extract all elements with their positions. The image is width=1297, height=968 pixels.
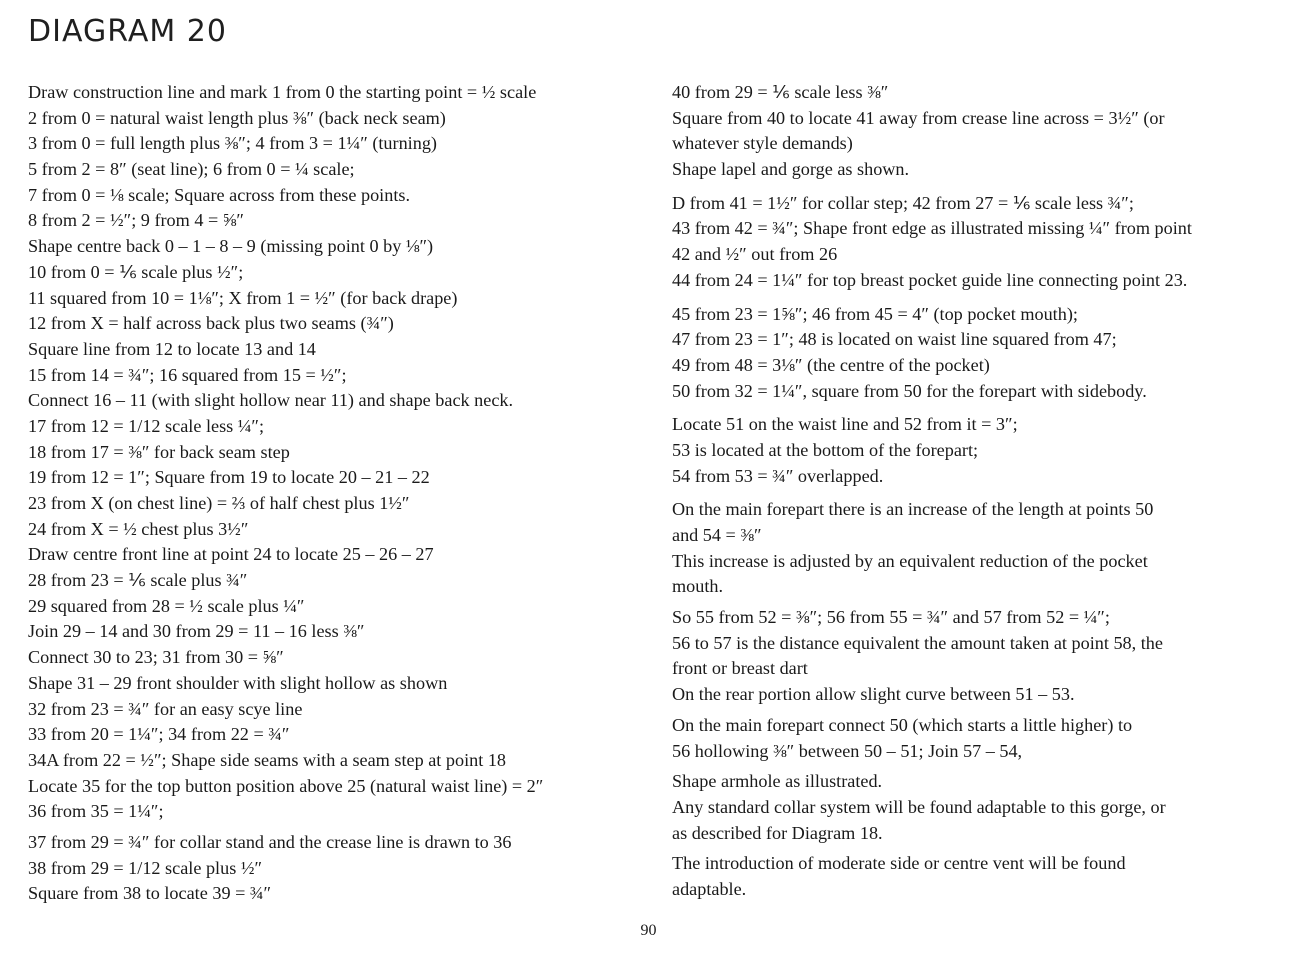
text-line: 15 from 14 = ¾″; 16 squared from 15 = ½″; bbox=[28, 364, 347, 385]
text-line: Connect 16 – 11 (with slight hollow near 11) and shape back neck. bbox=[28, 390, 514, 411]
text-line: On the main forepart connect 50 (which starts a little higher) to bbox=[672, 714, 1133, 735]
text-line: as described for Diagram 18. bbox=[672, 822, 883, 843]
text-line: Connect 30 to 23; 31 from 30 = ⅝″ bbox=[28, 647, 284, 668]
text-line: Shape 31 – 29 front shoulder with slight hollow as shown bbox=[28, 672, 448, 693]
text-line: Draw construction line and mark 1 from 0 the starting point = ½ scale bbox=[28, 82, 537, 102]
text-line: 19 from 12 = 1″; Square from 19 to locate 20 – 21 – 22 bbox=[28, 467, 430, 488]
text-line: Square from 38 to locate 39 = ¾″ bbox=[28, 883, 272, 904]
text-line: On the main forepart there is an increase of the length at points 50 bbox=[672, 499, 1154, 520]
text-line: 40 from 29 = ⅙ scale less ⅜″ bbox=[672, 82, 889, 102]
left-column bbox=[28, 80, 628, 907]
text-line: 7 from 0 = ⅛ scale; Square across from these points. bbox=[28, 184, 410, 205]
right-column bbox=[672, 80, 1268, 903]
text-line: front or breast dart bbox=[672, 658, 808, 679]
text-line: 32 from 23 = ¾″ for an easy scye line bbox=[28, 698, 303, 719]
text-line: 24 from X = ½ chest plus 3½″ bbox=[28, 518, 249, 539]
text-line: 29 squared from 28 = ½ scale plus ¼″ bbox=[28, 595, 305, 616]
text-line: 36 from 35 = 1¼″; bbox=[28, 801, 164, 822]
text-line: D from 41 = 1½″ for collar step; 42 from 27 = ⅙ scale less ¾″; bbox=[672, 192, 1134, 213]
text-line: 10 from 0 = ⅙ scale plus ½″; bbox=[28, 261, 244, 282]
text-line: Locate 35 for the top button position above 25 (natural waist line) = 2″ bbox=[28, 775, 544, 796]
text-line: 23 from X (on chest line) = ⅔ of half chest plus 1½″ bbox=[28, 493, 410, 513]
text-line: 2 from 0 = natural waist length plus ⅜″ (back neck seam) bbox=[28, 107, 446, 128]
text-line: 18 from 17 = ⅜″ for back seam step bbox=[28, 441, 290, 462]
text-line: 5 from 2 = 8″ (seat line); 6 from 0 = ¼ scale; bbox=[28, 159, 355, 180]
text-line: 28 from 23 = ⅙ scale plus ¾″ bbox=[28, 570, 248, 591]
text-line: On the rear portion allow slight curve between 51 – 53. bbox=[672, 684, 1075, 705]
page-number: 90 bbox=[640, 922, 657, 939]
text-line: 38 from 29 = 1/12 scale plus ½″ bbox=[28, 857, 263, 878]
text-line: adaptable. bbox=[672, 878, 747, 899]
text-line: and 54 = ⅜″ bbox=[672, 525, 762, 545]
text-line: 12 from X = half across back plus two seams (¾″) bbox=[28, 313, 394, 334]
text-line: The introduction of moderate side or centre vent will be found bbox=[672, 853, 1126, 874]
text-line: Join 29 – 14 and 30 from 29 = 11 – 16 less ⅜″ bbox=[28, 621, 365, 642]
text-line: mouth. bbox=[672, 576, 724, 597]
text-line: Any standard collar system will be found adaptable to this gorge, or bbox=[672, 796, 1166, 817]
text-line: Shape lapel and gorge as shown. bbox=[672, 159, 910, 180]
text-line: 56 to 57 is the distance equivalent the amount taken at point 58, the bbox=[672, 632, 1163, 653]
text-line: Square line from 12 to locate 13 and 14 bbox=[28, 338, 316, 359]
text-line: 47 from 23 = 1″; 48 is located on waist line squared from 47; bbox=[672, 329, 1117, 350]
text-line: This increase is adjusted by an equivalent reduction of the pocket bbox=[672, 550, 1148, 571]
text-line: Draw centre front line at point 24 to locate 25 – 26 – 27 bbox=[28, 544, 434, 565]
text-line: 11 squared from 10 = 1⅛″; X from 1 = ½″ (for back drape) bbox=[28, 287, 458, 308]
text-line: 3 from 0 = full length plus ⅜″; 4 from 3 = 1¼″ (turning) bbox=[28, 133, 437, 154]
text-line: 8 from 2 = ½″; 9 from 4 = ⅝″ bbox=[28, 210, 245, 231]
text-line: 53 is located at the bottom of the forepart; bbox=[672, 439, 979, 460]
text-line: 50 from 32 = 1¼″, square from 50 for the forepart with sidebody. bbox=[672, 380, 1147, 401]
text-line: 44 from 24 = 1¼″ for top breast pocket guide line connecting point 23. bbox=[672, 269, 1188, 290]
text-line: Square from 40 to locate 41 away from crease line across = 3½″ (or bbox=[672, 107, 1165, 128]
page-title: DIAGRAM 20 bbox=[28, 14, 227, 49]
text-line: 34A from 22 = ½″; Shape side seams with a seam step at point 18 bbox=[28, 749, 507, 770]
text-line: So 55 from 52 = ⅜″; 56 from 55 = ¾″ and 57 from 52 = ¼″; bbox=[672, 607, 1110, 628]
text-line: whatever style demands) bbox=[672, 133, 853, 154]
text-line: 37 from 29 = ¾″ for collar stand and the crease line is drawn to 36 bbox=[28, 831, 512, 852]
text-line: Shape centre back 0 – 1 – 8 – 9 (missing point 0 by ⅛″) bbox=[28, 236, 434, 257]
text-line: 56 hollowing ⅜″ between 50 – 51; Join 57 – 54, bbox=[672, 740, 1023, 761]
text-line: 49 from 48 = 3⅛″ (the centre of the pocket) bbox=[672, 354, 990, 375]
text-line: Locate 51 on the waist line and 52 from it = 3″; bbox=[672, 414, 1018, 435]
text-line: Shape armhole as illustrated. bbox=[672, 771, 883, 792]
text-line: 33 from 20 = 1¼″; 34 from 22 = ¾″ bbox=[28, 724, 290, 745]
text-line: 17 from 12 = 1/12 scale less ¼″; bbox=[28, 415, 265, 436]
text-line: 54 from 53 = ¾″ overlapped. bbox=[672, 465, 884, 486]
text-line: 45 from 23 = 1⅝″; 46 from 45 = 4″ (top pocket mouth); bbox=[672, 303, 1078, 324]
text-line: 43 from 42 = ¾″; Shape front edge as illustrated missing ¼″ from point bbox=[672, 218, 1192, 239]
text-line: 42 and ½″ out from 26 bbox=[672, 244, 838, 265]
